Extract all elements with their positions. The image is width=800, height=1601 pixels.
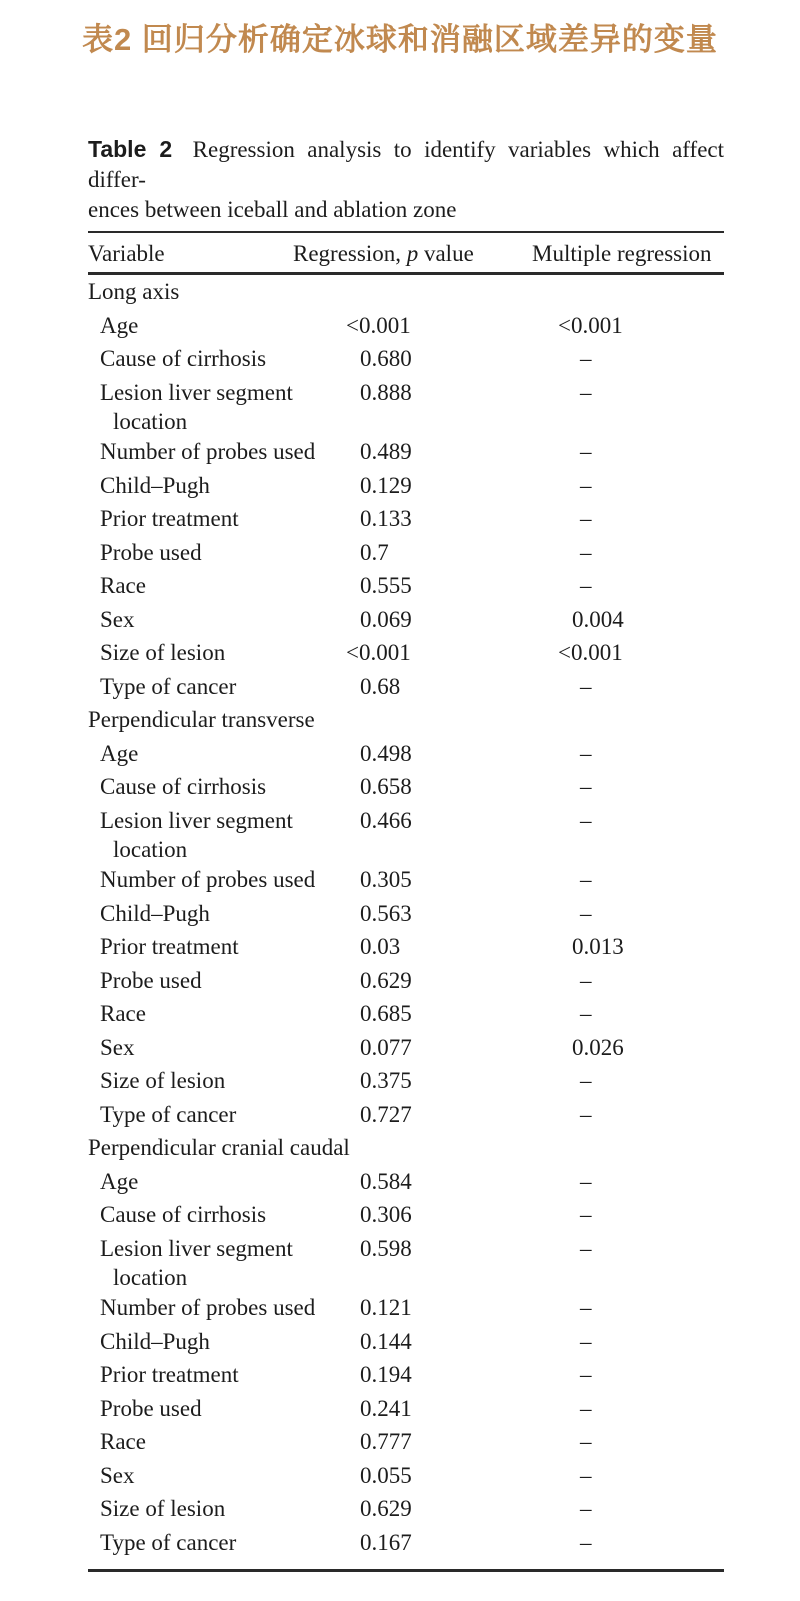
multiple-regression-cell: –	[580, 867, 592, 892]
multiple-regression-cell: <0.001	[558, 640, 623, 665]
variable-label: Number of probes used	[100, 439, 316, 464]
p-value-cell: 0.584	[360, 1168, 412, 1194]
variable-label: Sex	[100, 1034, 135, 1060]
variable-label: Type of cancer	[100, 1101, 237, 1127]
variable-label: Probe used	[100, 967, 202, 993]
table-row	[88, 376, 724, 436]
variable-label: Number of probes used	[100, 1295, 316, 1320]
table-figure	[88, 134, 724, 1572]
multiple-regression-cell: –	[580, 967, 592, 993]
table-row	[88, 804, 724, 864]
variable-label: Probe used	[100, 539, 202, 565]
variable-label: Prior treatment	[100, 934, 239, 959]
col-header-multiple-regression: Multiple regression	[532, 241, 712, 266]
p-value-cell: 0.68	[360, 673, 401, 699]
variable-label: Age	[100, 740, 139, 766]
multiple-regression-cell: –	[580, 472, 592, 498]
table-row	[88, 1098, 724, 1132]
variable-label: Race	[100, 573, 146, 598]
table-row	[88, 897, 724, 931]
p-value-cell: 0.121	[360, 1295, 412, 1320]
table-header-row	[88, 233, 724, 275]
section-title: Perpendicular cranial caudal	[88, 1135, 350, 1160]
p-value-cell: 0.489	[360, 439, 412, 464]
multiple-regression-cell: –	[580, 539, 592, 565]
variable-label: Number of probes used	[100, 867, 316, 892]
p-value-cell: 0.466	[360, 807, 412, 833]
multiple-regression-cell: –	[580, 1529, 592, 1555]
table-row	[88, 737, 724, 771]
multiple-regression-cell: –	[580, 1429, 592, 1454]
table-section-row	[88, 1131, 724, 1165]
p-value-cell: 0.598	[360, 1235, 412, 1261]
table-caption	[88, 134, 724, 225]
variable-label: Type of cancer	[100, 1529, 237, 1555]
table-row	[88, 1232, 724, 1292]
p-value-cell: 0.305	[360, 867, 412, 892]
variable-label: Sex	[100, 606, 135, 632]
p-value-cell: 0.077	[360, 1034, 412, 1060]
p-value-cell: 0.498	[360, 740, 412, 766]
page-title-zh: 表2 回归分析确定冰球和消融区域差异的变量	[82, 22, 718, 57]
multiple-regression-cell: –	[580, 1168, 592, 1194]
multiple-regression-cell: –	[580, 740, 592, 766]
multiple-regression-cell: –	[580, 506, 592, 531]
multiple-regression-cell: –	[580, 673, 592, 699]
p-value-cell: 0.680	[360, 346, 412, 371]
variable-label-line2: location	[113, 1265, 188, 1290]
multiple-regression-cell: –	[580, 900, 592, 926]
table-row	[88, 435, 724, 469]
p-value-cell: 0.144	[360, 1328, 412, 1354]
variable-label: Prior treatment	[100, 506, 239, 531]
table-row	[88, 1358, 724, 1392]
variable-label: Prior treatment	[100, 1362, 239, 1387]
table-row	[88, 1031, 724, 1065]
table-body	[88, 275, 724, 1572]
p-value-cell: 0.563	[360, 900, 412, 926]
section-title: Perpendicular transverse	[88, 707, 315, 732]
p-value-cell: 0.375	[360, 1068, 412, 1093]
variable-label: Age	[100, 1168, 139, 1194]
table-row	[88, 342, 724, 376]
table-section-row	[88, 703, 724, 737]
table-row	[88, 309, 724, 343]
table-row	[88, 1198, 724, 1232]
variable-label: Size of lesion	[100, 1496, 226, 1521]
table-row	[88, 930, 724, 964]
p-value-cell: 0.555	[360, 573, 412, 598]
variable-label: Cause of cirrhosis	[100, 774, 267, 799]
table-row	[88, 964, 724, 998]
p-value-cell: 0.306	[360, 1202, 412, 1227]
multiple-regression-cell: –	[580, 1496, 592, 1521]
multiple-regression-cell: –	[580, 439, 592, 464]
table-row	[88, 1492, 724, 1526]
p-value-cell: 0.629	[360, 1496, 412, 1521]
multiple-regression-cell: –	[580, 1328, 592, 1354]
table-row	[88, 536, 724, 570]
multiple-regression-cell: –	[580, 1235, 592, 1261]
p-value-cell: 0.133	[360, 506, 412, 531]
p-value-cell: 0.685	[360, 1001, 412, 1026]
table-row	[88, 1425, 724, 1459]
variable-label: Sex	[100, 1462, 135, 1488]
table-row	[88, 670, 724, 704]
multiple-regression-cell: –	[580, 1068, 592, 1093]
multiple-regression-cell: –	[580, 379, 592, 405]
p-value-cell: 0.069	[360, 606, 412, 632]
p-value-cell: 0.241	[360, 1395, 412, 1421]
table-row	[88, 1392, 724, 1426]
multiple-regression-cell: <0.001	[558, 312, 623, 338]
multiple-regression-cell: –	[580, 1362, 592, 1387]
variable-label-line2: location	[113, 837, 188, 862]
variable-label: Child–Pugh	[100, 472, 210, 498]
variable-label: Child–Pugh	[100, 900, 210, 926]
p-value-cell: <0.001	[346, 312, 411, 338]
variable-label: Child–Pugh	[100, 1328, 210, 1354]
caption-label: Table 2	[88, 136, 173, 162]
table-row	[88, 863, 724, 897]
multiple-regression-cell: 0.026	[572, 1034, 624, 1060]
multiple-regression-cell: –	[580, 807, 592, 833]
multiple-regression-cell: –	[580, 1462, 592, 1488]
p-value-cell: 0.055	[360, 1462, 412, 1488]
caption-text-1: Regression analysis to identify variables which affect differ-	[88, 137, 725, 192]
multiple-regression-cell: –	[580, 1001, 592, 1026]
p-value-cell: 0.727	[360, 1101, 412, 1127]
multiple-regression-cell: –	[580, 1202, 592, 1227]
p-value-cell: 0.167	[360, 1529, 412, 1555]
table-row	[88, 1291, 724, 1325]
col-header-p-italic: p	[406, 241, 419, 266]
variable-label: Size of lesion	[100, 640, 226, 665]
multiple-regression-cell: 0.013	[572, 934, 624, 959]
p-value-cell: 0.629	[360, 967, 412, 993]
p-value-cell: 0.777	[360, 1429, 412, 1454]
table-row	[88, 1165, 724, 1199]
table-row	[88, 603, 724, 637]
multiple-regression-cell: –	[580, 1295, 592, 1320]
variable-label: Probe used	[100, 1395, 202, 1421]
multiple-regression-cell: –	[580, 573, 592, 598]
table-row	[88, 636, 724, 670]
col-header-regression-pre: Regression,	[293, 241, 407, 266]
table-row	[88, 770, 724, 804]
col-header-regression-p-value	[293, 233, 474, 275]
table-row	[88, 1459, 724, 1493]
variable-label: Age	[100, 312, 139, 338]
variable-label: Cause of cirrhosis	[100, 1202, 267, 1227]
p-value-cell: <0.001	[346, 640, 411, 665]
multiple-regression-cell: –	[580, 346, 592, 371]
table-row	[88, 1064, 724, 1098]
table-row	[88, 469, 724, 503]
multiple-regression-cell: –	[580, 774, 592, 799]
p-value-cell: 0.03	[360, 934, 401, 959]
variable-label-line1: Lesion liver segment	[100, 1235, 293, 1261]
caption-line-1	[88, 134, 724, 195]
variable-label: Size of lesion	[100, 1068, 226, 1093]
p-value-cell: 0.194	[360, 1362, 412, 1387]
variable-label: Race	[100, 1001, 146, 1026]
variable-label-line2: location	[113, 409, 188, 434]
table-row	[88, 1526, 724, 1560]
p-value-cell: 0.888	[360, 379, 412, 405]
variable-label: Type of cancer	[100, 673, 237, 699]
col-header-regression-post: value	[418, 241, 474, 266]
section-title: Long axis	[88, 279, 180, 304]
multiple-regression-cell: –	[580, 1101, 592, 1127]
caption-text-2: ences between iceball and ablation zone	[88, 197, 457, 222]
p-value-cell: 0.7	[360, 539, 389, 565]
page	[0, 20, 800, 1572]
col-header-variable: Variable	[88, 241, 165, 266]
multiple-regression-cell: 0.004	[572, 606, 624, 632]
p-value-cell: 0.129	[360, 472, 412, 498]
table-row	[88, 502, 724, 536]
regression-table	[88, 231, 724, 1572]
table-section-row	[88, 275, 724, 309]
variable-label: Cause of cirrhosis	[100, 346, 267, 371]
p-value-cell: 0.658	[360, 774, 412, 799]
multiple-regression-cell: –	[580, 1395, 592, 1421]
table-row	[88, 1325, 724, 1359]
variable-label-line1: Lesion liver segment	[100, 807, 293, 833]
variable-label-line1: Lesion liver segment	[100, 379, 293, 405]
table-row	[88, 569, 724, 603]
table-row	[88, 997, 724, 1031]
variable-label: Race	[100, 1429, 146, 1454]
